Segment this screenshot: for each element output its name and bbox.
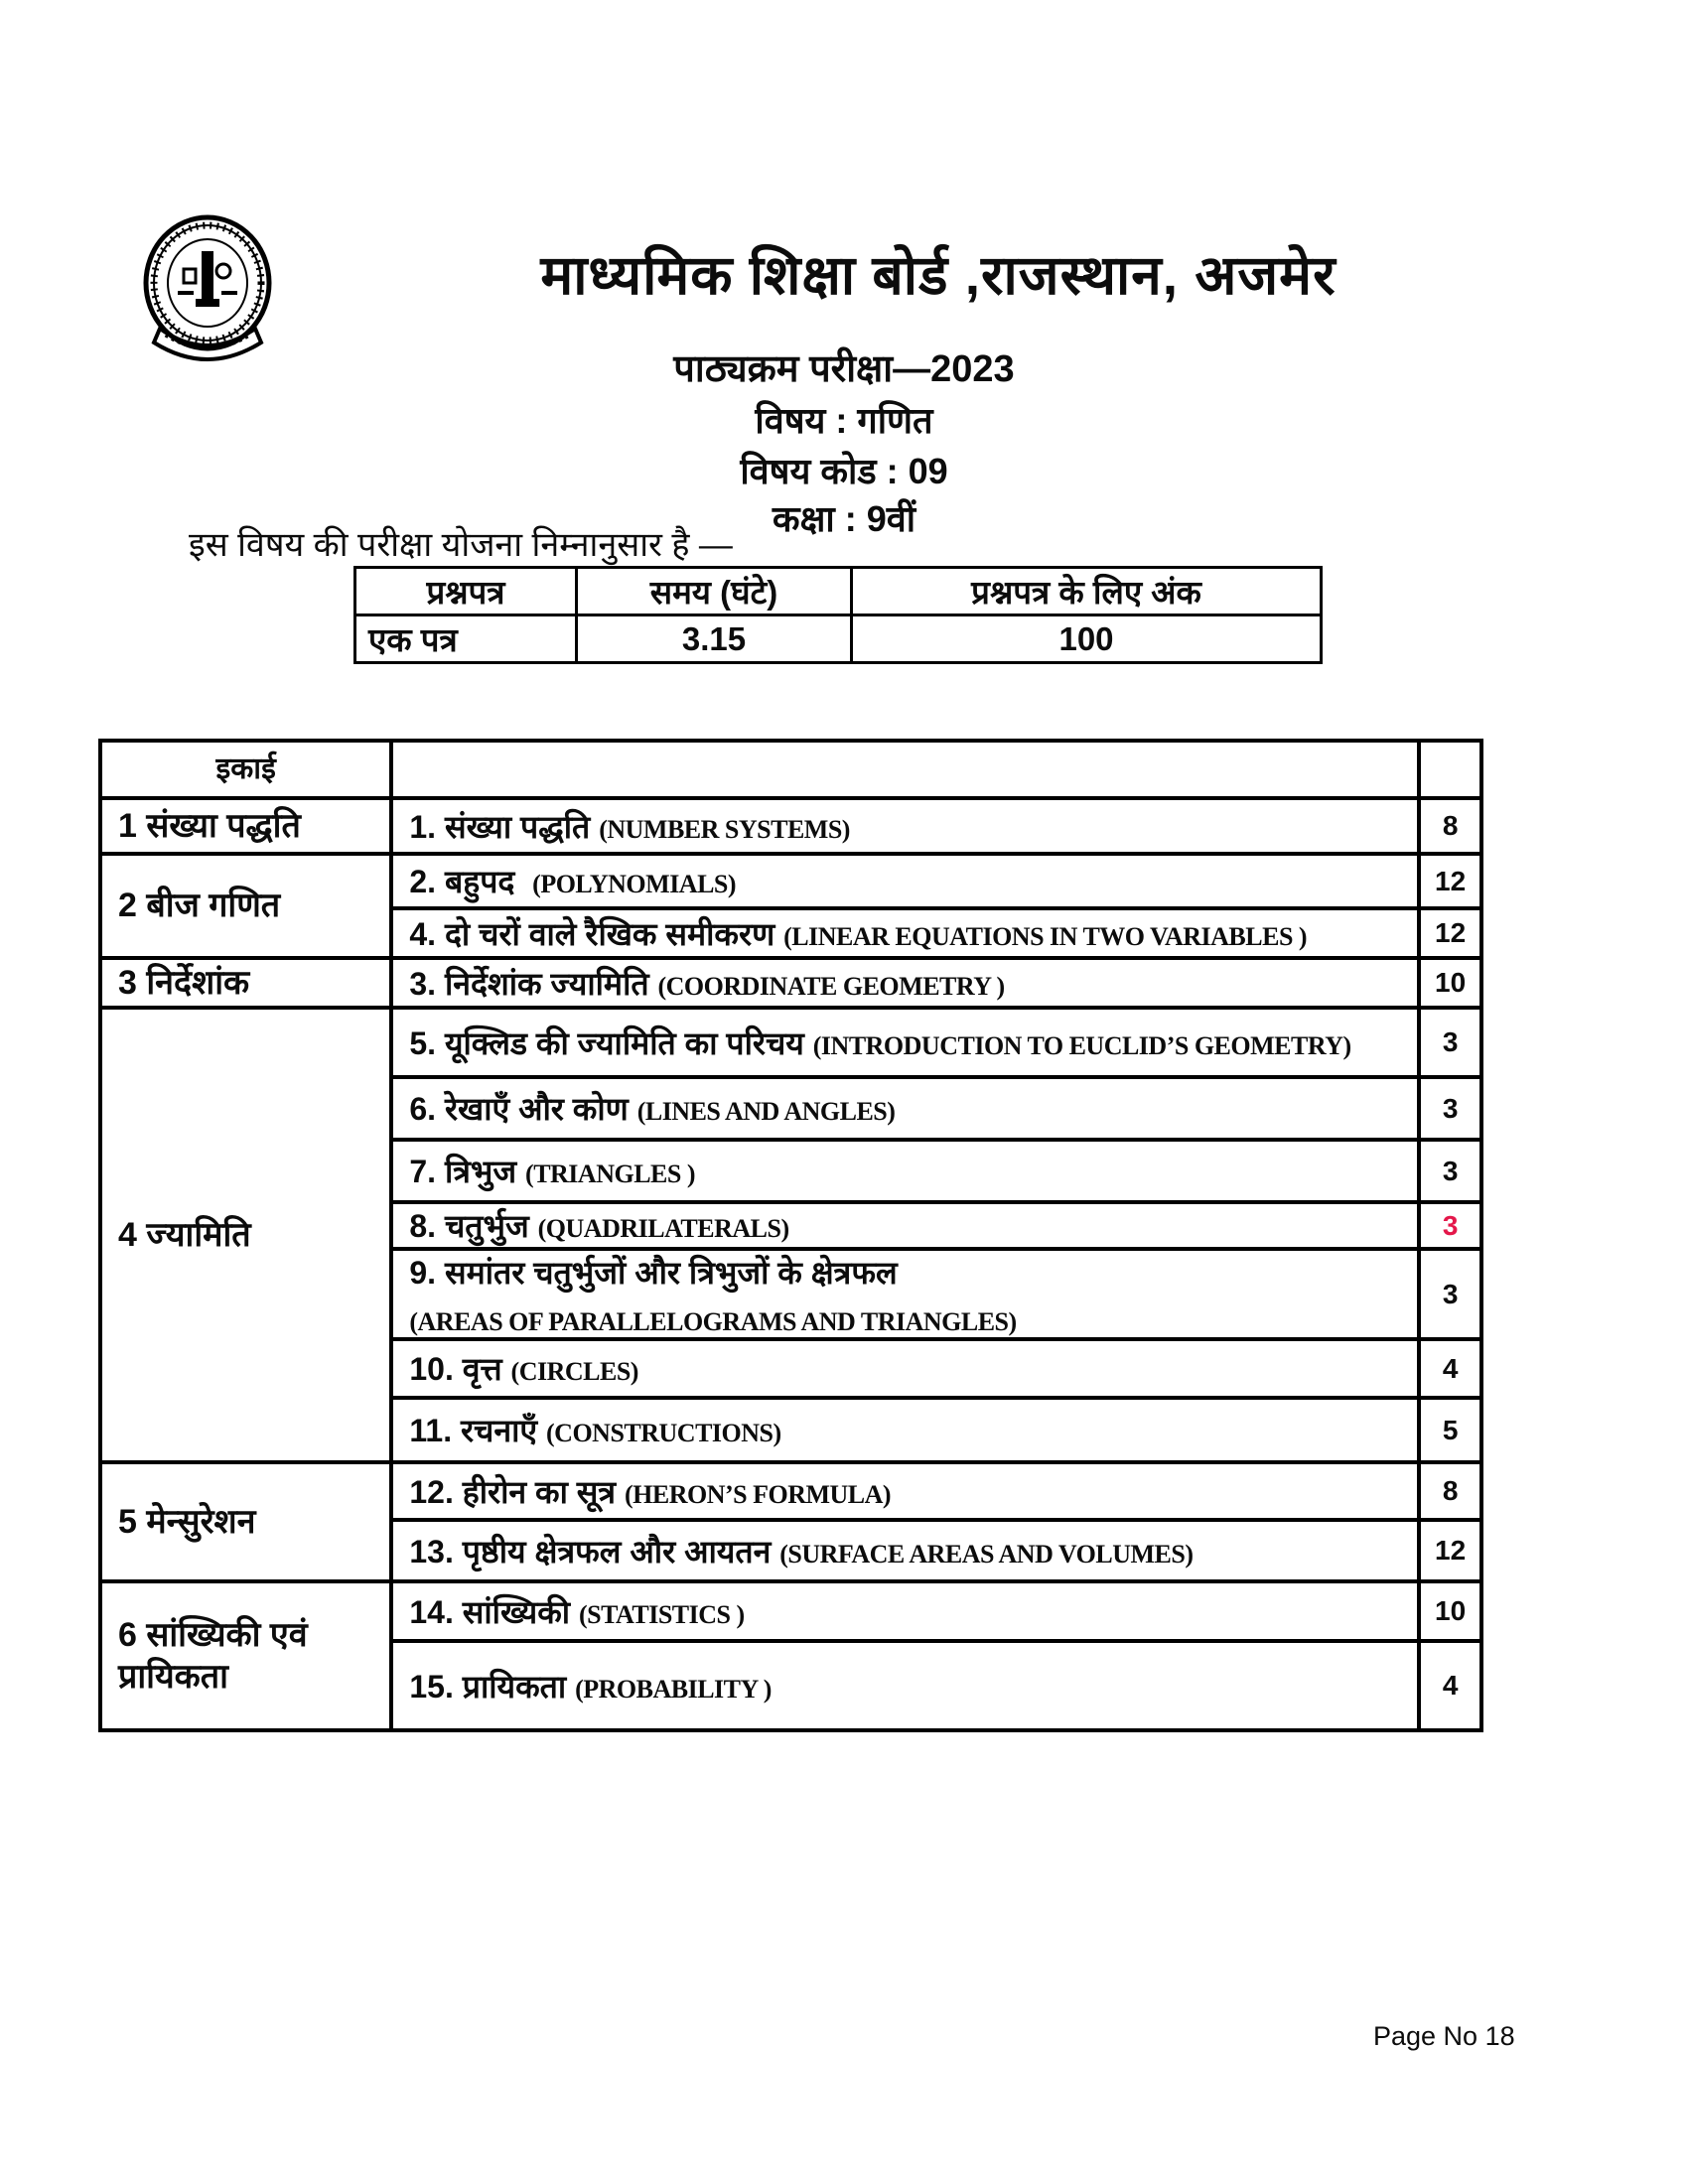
chapter-cell: 5. यूक्लिड की ज्यामिति का परिचय (INTRODUCTION TO EUCLID’S GEOMETRY) [391, 1008, 1419, 1077]
unit-cell: 5 मेन्सुरेशन [100, 1462, 391, 1581]
chapter-cell: 11. रचनाएँ (CONSTRUCTIONS) [391, 1398, 1419, 1462]
marks-cell: 12 [1419, 1520, 1481, 1581]
marks-cell: 12 [1419, 854, 1481, 908]
table-row [100, 1008, 1481, 1077]
chapter-cell: 4. दो चरों वाले रैखिक समीकरण (LINEAR EQUATIONS IN TWO VARIABLES ) [391, 908, 1419, 958]
chapter-cell: 14. सांख्यिकी (STATISTICS ) [391, 1581, 1419, 1641]
chapter-cell: 6. रेखाएँ और कोण (LINES AND ANGLES) [391, 1077, 1419, 1140]
unit-cell: 3 निर्देशांक [100, 958, 391, 1008]
unit-column-header: इकाई [100, 741, 391, 798]
chapter-cell: 8. चतुर्भुज (QUADRILATERALS) [391, 1202, 1419, 1249]
chapter-cell: 2. बहुपद (POLYNOMIALS) [391, 854, 1419, 908]
chapter-cell: 3. निर्देशांक ज्यामिति (COORDINATE GEOMETRY ) [391, 958, 1419, 1008]
marks-cell: 3 [1419, 1202, 1481, 1249]
unit-cell: 6 सांख्यिकी एवं प्रायिकता [100, 1581, 391, 1730]
chapter-cell: 7. त्रिभुज (TRIANGLES ) [391, 1140, 1419, 1202]
marks-column-header [1419, 741, 1481, 798]
table-row [100, 798, 1481, 854]
syllabus-table [98, 739, 1483, 1732]
table-row [100, 854, 1481, 908]
marks-cell: 10 [1419, 1581, 1481, 1641]
plan-header-time: समय (घंटे) [577, 568, 852, 615]
marks-cell: 3 [1419, 1008, 1481, 1077]
page-number: Page No 18 [1373, 2021, 1515, 2051]
table-row [100, 1581, 1481, 1641]
marks-cell: 3 [1419, 1077, 1481, 1140]
marks-cell: 12 [1419, 908, 1481, 958]
marks-cell: 3 [1419, 1249, 1481, 1339]
marks-cell: 5 [1419, 1398, 1481, 1462]
plan-marks-value: 100 [852, 615, 1322, 663]
exam-year-subtitle: पाठ्यक्रम परीक्षा—2023 [673, 348, 1015, 390]
unit-cell: 2 बीज गणित [100, 854, 391, 958]
chapter-cell: 13. पृष्ठीय क्षेत्रफल और आयतन (SURFACE AREAS AND VOLUMES) [391, 1520, 1419, 1581]
chapter-cell: 1. संख्या पद्धति (NUMBER SYSTEMS) [391, 798, 1419, 854]
marks-cell: 10 [1419, 958, 1481, 1008]
marks-cell: 8 [1419, 1462, 1481, 1520]
chapter-cell: 12. हीरोन का सूत्र (HERON’S FORMULA) [391, 1462, 1419, 1520]
marks-cell: 3 [1419, 1140, 1481, 1202]
intro-text: इस विषय की परीक्षा योजना निम्नानुसार है — [189, 526, 733, 564]
subject-line: विषय : गणित [755, 400, 933, 441]
marks-cell: 4 [1419, 1641, 1481, 1730]
table-row [100, 1462, 1481, 1520]
unit-cell: 4 ज्यामिति [100, 1008, 391, 1462]
chapter-cell: 9. समांतर चतुर्भुजों और त्रिभुजों के क्षेत्रफल (AREAS OF PARALLELOGRAMS AND TRIANGLES) [391, 1249, 1419, 1339]
plan-header-paper: प्रश्नपत्र [355, 568, 577, 615]
marks-cell: 8 [1419, 798, 1481, 854]
class-line: कक्षा : 9वीं [772, 498, 916, 539]
chapter-column-header [391, 741, 1419, 798]
plan-paper-value: एक पत्र [355, 615, 577, 663]
plan-header-marks: प्रश्नपत्र के लिए अंक [852, 568, 1322, 615]
marks-cell: 4 [1419, 1339, 1481, 1398]
table-row [100, 958, 1481, 1008]
exam-plan-table [353, 566, 1323, 664]
unit-cell: 1 संख्या पद्धति [100, 798, 391, 854]
plan-time-value: 3.15 [577, 615, 852, 663]
chapter-cell: 15. प्रायिकता (PROBABILITY ) [391, 1641, 1419, 1730]
subject-code-line: विषय कोड : 09 [740, 451, 948, 491]
page-title: माध्यमिक शिक्षा बोर्ड ,राजस्थान, अजमेर [540, 244, 1336, 306]
chapter-cell: 10. वृत्त (CIRCLES) [391, 1339, 1419, 1398]
